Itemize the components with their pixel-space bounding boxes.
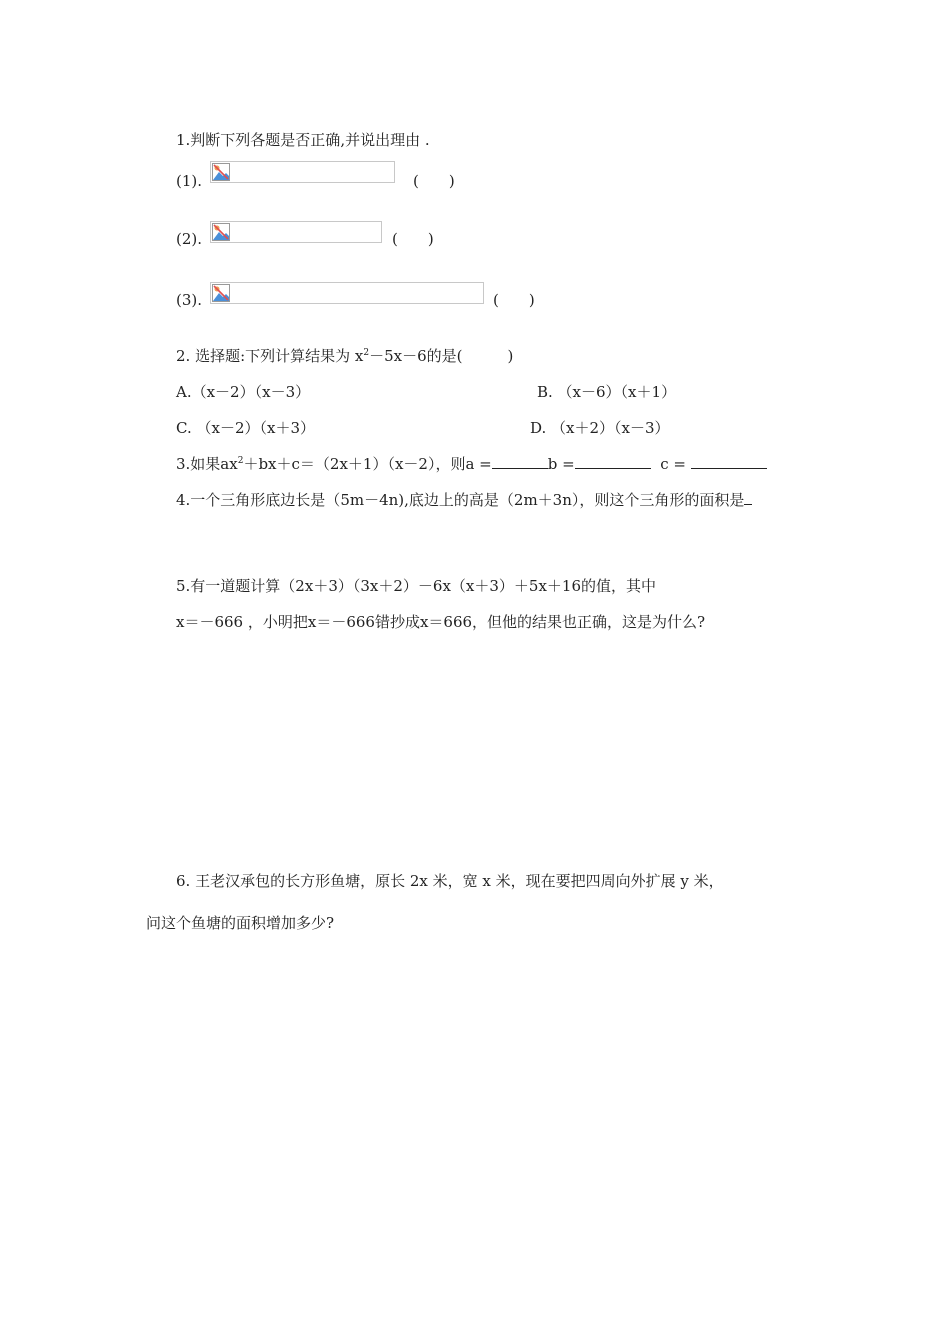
q4-blank[interactable] — [744, 490, 752, 505]
q2-title-pre: 2. 选择题:下列计算结果为 x — [176, 347, 364, 365]
q3-blank-a[interactable] — [492, 454, 548, 469]
broken-image-icon — [212, 223, 230, 241]
q1-item-1-answer-parens: ( ) — [413, 172, 455, 190]
q4-text — [176, 490, 752, 510]
q2-option-c: C. （x－2）（x＋3） — [176, 419, 315, 437]
q6-line-1: 6. 王老汉承包的长方形鱼塘，原长 2x 米，宽 x 米，现在要把四周向外扩展 y 米， — [176, 872, 724, 890]
q2-title-post: －5x－6的是( ) — [369, 347, 514, 365]
q6-line-2: 问这个鱼塘的面积增加多少? — [146, 914, 335, 932]
q1-item-3-image — [210, 282, 484, 304]
q3-pre: 3.如果ax — [176, 455, 238, 473]
q3-blank-b[interactable] — [575, 454, 651, 469]
q1-item-3-answer-parens: ( ) — [493, 291, 535, 309]
broken-image-icon — [212, 163, 230, 181]
broken-image-icon — [212, 284, 230, 302]
q3-exponent: 2 — [237, 456, 244, 466]
q3-mid: ＋bx＋c＝（2x＋1）（x－2），则a = — [243, 455, 492, 473]
q3-b-label: b = — [547, 455, 575, 473]
q3-c-label: c = — [660, 455, 691, 473]
q1-item-1-image — [210, 161, 395, 183]
q2-option-d: D. （x＋2）（x－3） — [530, 419, 670, 437]
q2-title-exponent: 2 — [363, 348, 370, 358]
q1-title: 1.判断下列各题是否正确,并说出理由 . — [176, 131, 430, 149]
q1-item-2-number: (2). — [176, 230, 203, 248]
q4-body: 4.一个三角形底边长是（5m－4n),底边上的高是（2m＋3n），则这个三角形的面积是 — [176, 491, 745, 509]
q5-line-2: x＝－666 ，小明把x＝－666错抄成x＝666，但他的结果也正确，这是为什么? — [176, 613, 706, 631]
q3-text — [176, 454, 767, 474]
q5-line-1: 5.有一道题计算（2x＋3）（3x＋2）－6x（x＋3）＋5x＋16的值，其中 — [176, 577, 657, 595]
q2-option-a: A.（x－2）（x－3） — [176, 383, 311, 401]
q1-item-3-number: (3). — [176, 291, 203, 309]
q1-item-1-number: (1). — [176, 172, 203, 190]
q2-option-b: B. （x－6）（x＋1） — [537, 383, 677, 401]
q1-item-2-image — [210, 221, 382, 243]
q3-blank-c[interactable] — [691, 454, 767, 469]
q2-title — [176, 346, 513, 366]
q1-item-2-answer-parens: ( ) — [392, 230, 434, 248]
